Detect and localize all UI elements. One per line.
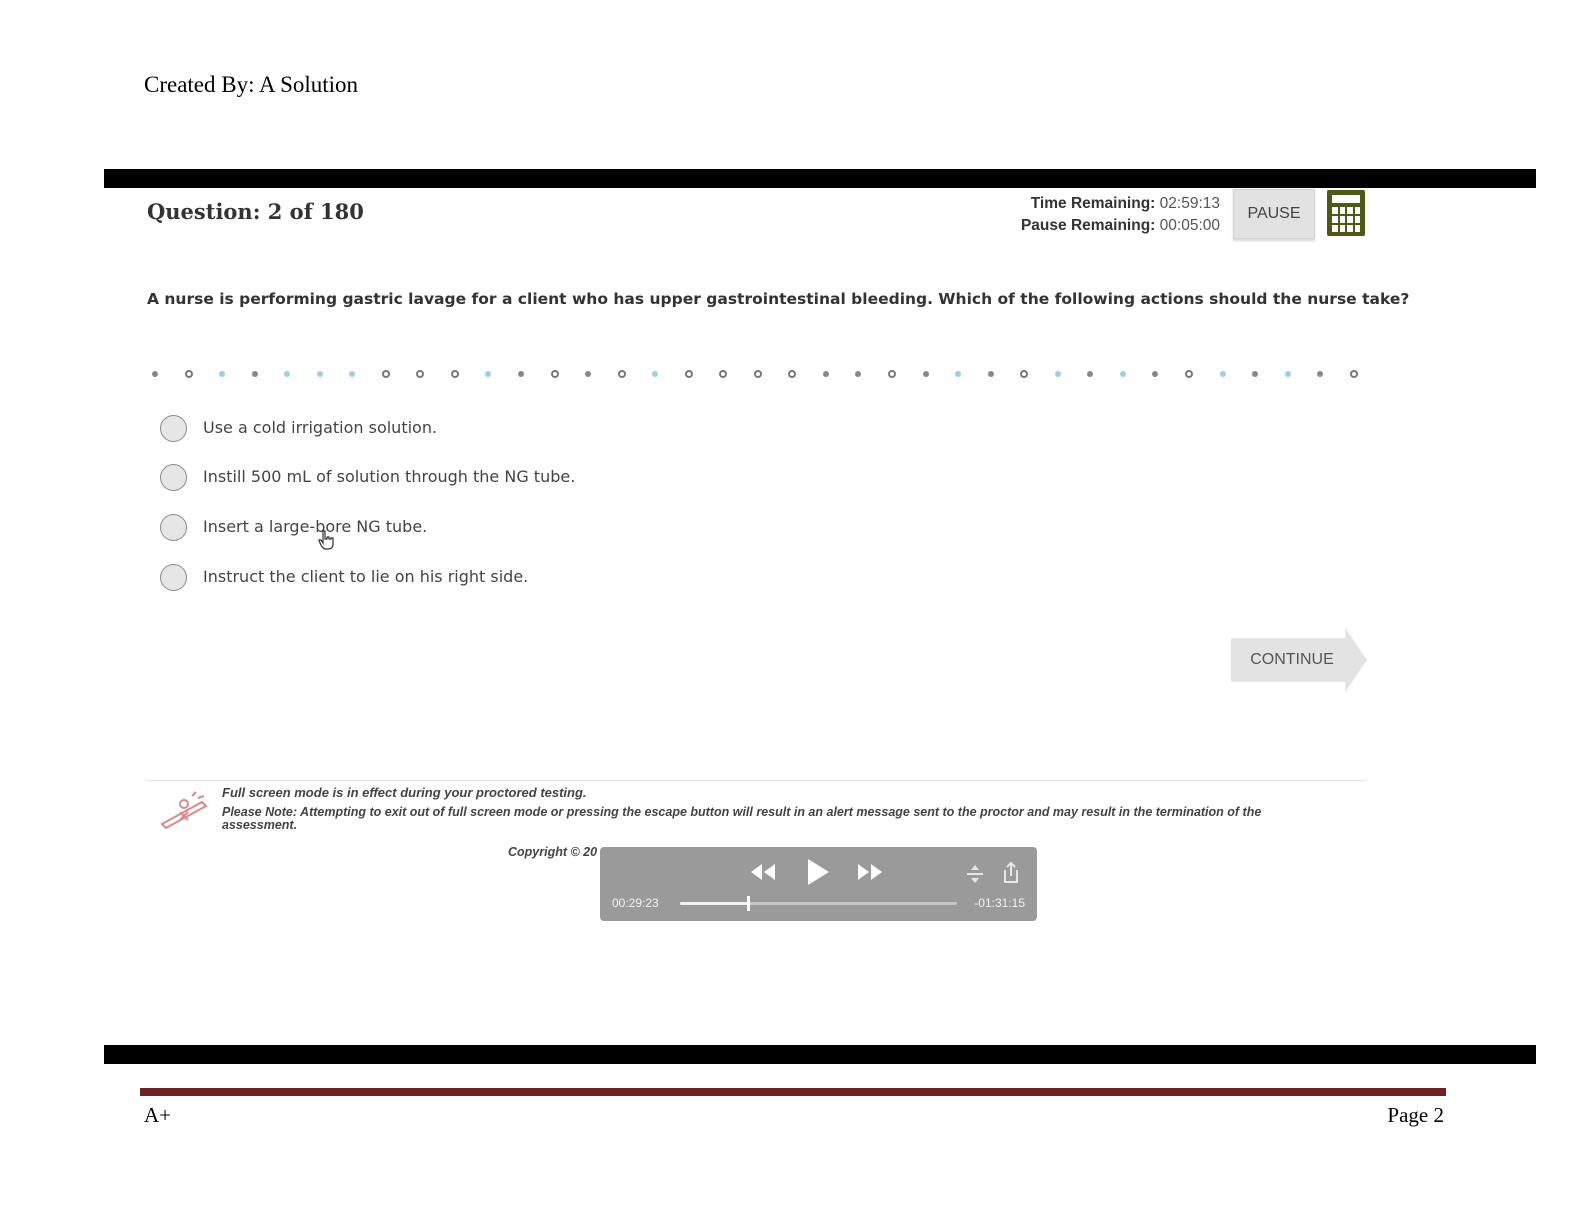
scrubber-progress (680, 902, 748, 905)
calculator-screen (1332, 195, 1360, 203)
picture-in-picture-icon[interactable] (965, 857, 985, 887)
progress-dot (219, 371, 225, 377)
video-scrubber[interactable] (680, 902, 957, 905)
progress-dot (855, 371, 861, 377)
progress-dot (1120, 371, 1126, 377)
continue-button[interactable] (1231, 628, 1367, 692)
progress-dot (518, 371, 524, 377)
hand-cursor-icon (316, 529, 338, 551)
question-counter: Question: 2 of 180 (147, 199, 364, 224)
progress-dot (1220, 371, 1226, 377)
answer-label: Insert a large-bore NG tube. (203, 517, 428, 536)
progress-dot (754, 370, 762, 378)
progress-dot (923, 371, 929, 377)
progress-dot (252, 371, 258, 377)
progress-dot (888, 370, 896, 378)
notice-line-1: Full screen mode is in effect during your proctored testing. (222, 785, 587, 800)
progress-dot (284, 371, 290, 377)
progress-dot (1020, 370, 1028, 378)
progress-dot (1152, 371, 1158, 377)
progress-dot (652, 371, 658, 377)
document-header: Created By: A Solution (144, 72, 359, 97)
progress-dot (788, 370, 796, 378)
question-text: A nurse is performing gastric lavage for a client who has upper gastrointestinal bleeding. Which of the following actions should the nurse take? (147, 290, 1410, 308)
progress-dot (1185, 370, 1193, 378)
screenshot-top-border (104, 169, 1536, 188)
continue-button-label: CONTINUE (1250, 651, 1334, 668)
progress-dot (1285, 371, 1291, 377)
progress-dot (416, 370, 424, 378)
screenshot-bottom-border (104, 1045, 1536, 1064)
progress-dot (317, 371, 323, 377)
calculator-icon[interactable] (1327, 190, 1365, 236)
calculator-keys (1332, 207, 1360, 232)
page-number: Page 2 (1387, 1103, 1444, 1127)
elapsed-time: 00:29:23 (612, 896, 659, 910)
answer-label: Instruct the client to lie on his right side. (203, 567, 529, 586)
progress-dot (1252, 371, 1258, 377)
progress-dot (349, 371, 355, 377)
progress-dot (719, 370, 727, 378)
progress-dot (382, 370, 390, 378)
progress-dot (485, 371, 491, 377)
progress-dot (988, 371, 994, 377)
progress-dot (955, 371, 961, 377)
answer-label: Use a cold irrigation solution. (203, 418, 438, 437)
scrubber-handle[interactable] (747, 896, 750, 911)
video-player-overlay (600, 847, 1037, 921)
question-progress-dots (152, 369, 1358, 379)
progress-dot (152, 371, 158, 377)
radio-button[interactable] (160, 464, 187, 491)
footer-left-text: A+ (144, 1103, 172, 1127)
progress-dot (823, 371, 829, 377)
radio-button[interactable] (160, 415, 187, 442)
answer-option-1[interactable] (160, 413, 860, 443)
answer-option-2[interactable] (160, 462, 860, 492)
progress-dot (551, 370, 559, 378)
share-icon[interactable] (1002, 857, 1020, 887)
radio-button[interactable] (160, 514, 187, 541)
play-icon[interactable] (805, 857, 831, 887)
progress-dot (618, 370, 626, 378)
notice-divider (147, 780, 1365, 781)
proctor-warning-icon (158, 790, 210, 830)
remaining-time: -01:31:15 (974, 896, 1025, 910)
timer-panel (980, 193, 1220, 237)
time-remaining-label: Time Remaining: (1030, 195, 1156, 212)
fast-forward-icon[interactable] (855, 857, 885, 887)
rewind-icon[interactable] (748, 857, 778, 887)
progress-dot (1087, 371, 1093, 377)
notice-line-2: Please Note: Attempting to exit out of full screen mode or pressing the escape button will result in an alert message sent to the proctor and may result in the termination of the assessment. (222, 805, 1262, 832)
progress-dot (185, 370, 193, 378)
pause-remaining-label: Pause Remaining: (1020, 217, 1156, 234)
progress-dot (585, 371, 591, 377)
progress-dot (1350, 370, 1358, 378)
progress-dot (1055, 371, 1061, 377)
time-remaining-value: 02:59:13 (1159, 195, 1220, 212)
progress-dot (451, 370, 459, 378)
answer-label: Instill 500 mL of solution through the NG tube. (203, 467, 576, 486)
progress-dot (685, 370, 693, 378)
radio-button[interactable] (160, 564, 187, 591)
pause-button[interactable]: PAUSE (1233, 189, 1315, 239)
copyright-text: Copyright © 20 (508, 845, 598, 859)
answer-option-4[interactable] (160, 562, 860, 592)
pause-remaining-value: 00:05:00 (1159, 217, 1220, 234)
answer-option-3[interactable] (160, 512, 860, 542)
progress-dot (1317, 371, 1323, 377)
fullscreen-notice (222, 785, 1322, 832)
footer-rule (140, 1088, 1446, 1096)
